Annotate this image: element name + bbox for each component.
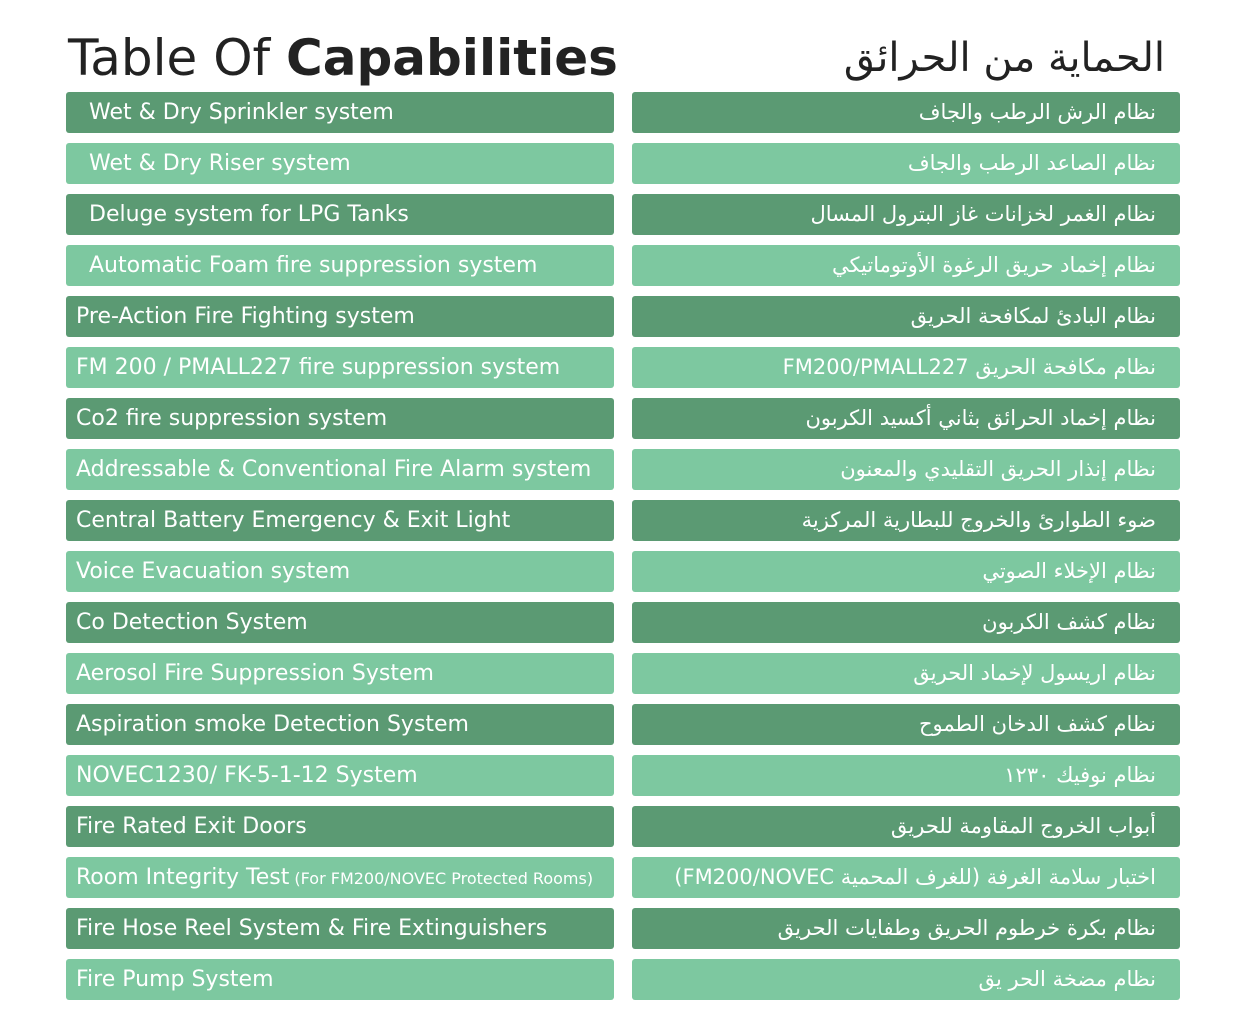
capability-label: Fire Pump System	[76, 967, 274, 992]
capability-row-ar-5: نظام البادئ لمكافحة الحريق	[632, 296, 1180, 337]
capability-label: Deluge system for LPG Tanks	[89, 202, 409, 227]
capability-row-en-1	[66, 92, 614, 133]
capability-label: Wet & Dry Sprinkler system	[89, 100, 394, 125]
capability-row-ar-4: نظام إخماد حريق الرغوة الأوتوماتيكي	[632, 245, 1180, 286]
capability-row-en-4	[66, 245, 614, 286]
capability-row-ar-12: نظام اريسول لإخماد الحريق	[632, 653, 1180, 694]
capability-row-en-17	[66, 908, 614, 949]
capability-row-ar-13: نظام كشف الدخان الطموح	[632, 704, 1180, 745]
capability-row-ar-14: نظام نوفيك ١٢٣٠	[632, 755, 1180, 796]
title-light-part: Table Of	[68, 29, 287, 87]
capability-label: Co2 fire suppression system	[76, 406, 388, 431]
capability-row-ar-11: نظام كشف الكربون	[632, 602, 1180, 643]
capability-row-en-11	[66, 602, 614, 643]
page-title-arabic: الحماية من الحرائق	[843, 35, 1165, 81]
capability-row-en-7	[66, 398, 614, 439]
capability-row-en-18	[66, 959, 614, 1000]
capability-row-ar-15: أبواب الخروج المقاومة للحريق	[632, 806, 1180, 847]
capability-row-ar-8: نظام إنذار الحريق التقليدي والمعنون	[632, 449, 1180, 490]
capability-row-ar-10: نظام الإخلاء الصوتي	[632, 551, 1180, 592]
capability-row-en-15	[66, 806, 614, 847]
capability-label: Room Integrity Test	[76, 865, 290, 890]
capability-row-ar-16: اختبار سلامة الغرفة (للغرف المحمية FM200/NOVEC)	[632, 857, 1180, 898]
capability-row-en-12	[66, 653, 614, 694]
capability-row-en-8	[66, 449, 614, 490]
capability-row-en-14	[66, 755, 614, 796]
capability-row-ar-7: نظام إخماد الحرائق بثاني أكسيد الكربون	[632, 398, 1180, 439]
capability-label: Pre-Action Fire Fighting system	[76, 304, 415, 329]
capability-row-ar-1: نظام الرش الرطب والجاف	[632, 92, 1180, 133]
capability-label: FM 200 / PMALL227 fire suppression system	[76, 355, 561, 380]
capabilities-list-english	[66, 92, 614, 1010]
capability-label: NOVEC1230/ FK-5-1-12 System	[76, 763, 418, 788]
capability-label: Automatic Foam fire suppression system	[89, 253, 538, 278]
capability-row-en-3	[66, 194, 614, 235]
capability-label: Aspiration smoke Detection System	[76, 712, 469, 737]
capability-row-en-2	[66, 143, 614, 184]
capability-label: Addressable & Conventional Fire Alarm system	[76, 457, 592, 482]
capability-label: Fire Hose Reel System & Fire Extinguishers	[76, 916, 548, 941]
title-bold-part: Capabilities	[286, 29, 618, 87]
capability-label: Wet & Dry Riser system	[89, 151, 351, 176]
capability-row-ar-6: نظام مكافحة الحريق FM200/PMALL227	[632, 347, 1180, 388]
capability-row-ar-2: نظام الصاعد الرطب والجاف	[632, 143, 1180, 184]
capability-row-en-16	[66, 857, 614, 898]
capability-label: Central Battery Emergency & Exit Light	[76, 508, 511, 533]
capability-row-en-10	[66, 551, 614, 592]
capability-note: (For FM200/NOVEC Protected Rooms)	[289, 869, 594, 888]
capability-label: Fire Rated Exit Doors	[76, 814, 307, 839]
capability-row-en-6	[66, 347, 614, 388]
capability-row-ar-9: ضوء الطوارئ والخروج للبطارية المركزية	[632, 500, 1180, 541]
capabilities-list-arabic	[632, 92, 1180, 1010]
capability-row-en-13	[66, 704, 614, 745]
capability-row-en-5	[66, 296, 614, 337]
capability-row-ar-3: نظام الغمر لخزانات غاز البترول المسال	[632, 194, 1180, 235]
capability-label: Voice Evacuation system	[76, 559, 351, 584]
capability-row-en-9	[66, 500, 614, 541]
capability-label: Co Detection System	[76, 610, 308, 635]
page-title-english	[68, 28, 618, 88]
capability-row-ar-17: نظام بكرة خرطوم الحريق وطفايات الحريق	[632, 908, 1180, 949]
capability-row-ar-18: نظام مضخة الحر يق	[632, 959, 1180, 1000]
capability-label: Aerosol Fire Suppression System	[76, 661, 434, 686]
